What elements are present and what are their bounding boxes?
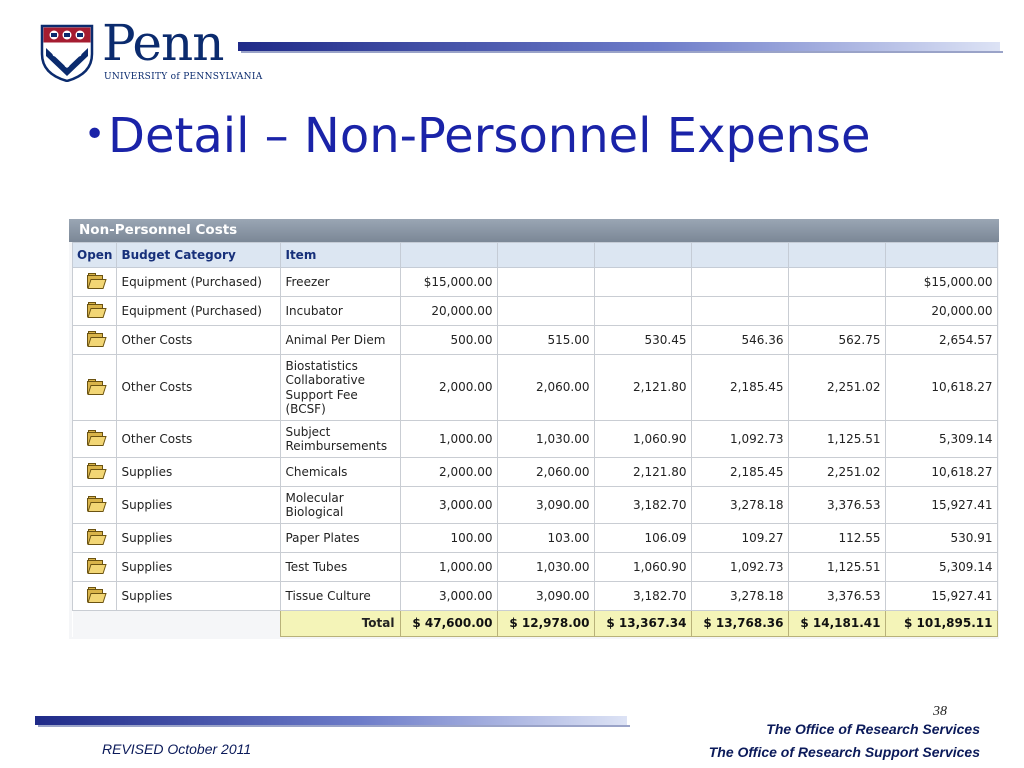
amount-cell: 112.55: [789, 524, 886, 553]
open-cell: [73, 582, 117, 611]
row-total-cell: 5,309.14: [886, 421, 998, 458]
amount-cell: 3,182.70: [595, 487, 692, 524]
amount-cell: 3,376.53: [789, 487, 886, 524]
amount-cell: 2,251.02: [789, 458, 886, 487]
amount-cell: 2,060.00: [498, 458, 595, 487]
amount-cell: 2,251.02: [789, 355, 886, 421]
item-cell: Chemicals: [281, 458, 401, 487]
col-header-period-3: [595, 243, 692, 268]
open-cell: [73, 268, 117, 297]
open-folder-icon[interactable]: [86, 463, 104, 477]
open-cell: [73, 487, 117, 524]
amount-cell: 1,000.00: [401, 553, 498, 582]
table-row: [73, 421, 998, 458]
item-cell: Tissue Culture: [281, 582, 401, 611]
open-cell: [73, 553, 117, 582]
open-folder-icon[interactable]: [86, 529, 104, 543]
open-folder-icon[interactable]: [86, 331, 104, 345]
row-total-cell: 10,618.27: [886, 355, 998, 421]
row-total-cell: 530.91: [886, 524, 998, 553]
slide-title-text: Detail – Non-Personnel Expense: [108, 108, 871, 164]
amount-cell: 3,090.00: [498, 582, 595, 611]
penn-shield-icon: [40, 24, 94, 82]
item-cell: Freezer: [281, 268, 401, 297]
table-row: [73, 582, 998, 611]
amount-cell: 106.09: [595, 524, 692, 553]
amount-cell: 3,278.18: [692, 487, 789, 524]
item-cell: Incubator: [281, 297, 401, 326]
amount-cell: 109.27: [692, 524, 789, 553]
footer-office-line-2: The Office of Research Support Services: [708, 744, 980, 760]
col-header-period-1: [401, 243, 498, 268]
total-label: Total: [281, 611, 401, 637]
table-header-row: [73, 243, 998, 268]
amount-cell: [595, 268, 692, 297]
amount-cell: 1,030.00: [498, 421, 595, 458]
total-amount-cell: $ 14,181.41: [789, 611, 886, 637]
amount-cell: 20,000.00: [401, 297, 498, 326]
budget-category-cell: Equipment (Purchased): [117, 297, 281, 326]
table-row: [73, 297, 998, 326]
col-header-budget-category: Budget Category: [117, 243, 281, 268]
table-row: [73, 268, 998, 297]
budget-category-cell: Other Costs: [117, 421, 281, 458]
slide-title: [84, 108, 870, 164]
row-total-cell: 2,654.57: [886, 326, 998, 355]
amount-cell: 2,000.00: [401, 355, 498, 421]
amount-cell: 530.45: [595, 326, 692, 355]
open-folder-icon[interactable]: [86, 379, 104, 393]
penn-wordmark: Penn: [102, 14, 224, 72]
total-amount-cell: $ 13,367.34: [595, 611, 692, 637]
amount-cell: 3,000.00: [401, 582, 498, 611]
open-folder-icon[interactable]: [86, 430, 104, 444]
open-cell: [73, 355, 117, 421]
item-cell: Animal Per Diem: [281, 326, 401, 355]
grand-total-cell: $ 101,895.11: [886, 611, 998, 637]
item-cell: Molecular Biological: [281, 487, 401, 524]
amount-cell: 1,092.73: [692, 553, 789, 582]
bullet-icon: •: [84, 114, 106, 155]
item-cell: Paper Plates: [281, 524, 401, 553]
total-amount-cell: $ 13,768.36: [692, 611, 789, 637]
amount-cell: 500.00: [401, 326, 498, 355]
row-total-cell: 15,927.41: [886, 582, 998, 611]
penn-subtitle: UNIVERSITY of PENNSYLVANIA: [104, 72, 263, 82]
amount-cell: 1,125.51: [789, 421, 886, 458]
row-total-cell: 15,927.41: [886, 487, 998, 524]
table-row: [73, 487, 998, 524]
footer-office-line-1: The Office of Research Services: [766, 721, 980, 737]
amount-cell: [692, 297, 789, 326]
table-row: [73, 458, 998, 487]
amount-cell: 515.00: [498, 326, 595, 355]
col-header-period-2: [498, 243, 595, 268]
amount-cell: 103.00: [498, 524, 595, 553]
top-bar-shadow: [241, 51, 1003, 53]
amount-cell: 3,278.18: [692, 582, 789, 611]
row-total-cell: 5,309.14: [886, 553, 998, 582]
amount-cell: 1,030.00: [498, 553, 595, 582]
amount-cell: 2,121.80: [595, 458, 692, 487]
col-header-item: Item: [281, 243, 401, 268]
amount-cell: [498, 268, 595, 297]
col-header-total: [886, 243, 998, 268]
budget-category-cell: Supplies: [117, 458, 281, 487]
bottom-gradient-bar: [35, 716, 627, 725]
amount-cell: 100.00: [401, 524, 498, 553]
amount-cell: 1,125.51: [789, 553, 886, 582]
item-cell: Test Tubes: [281, 553, 401, 582]
row-total-cell: $15,000.00: [886, 268, 998, 297]
budget-category-cell: Other Costs: [117, 355, 281, 421]
non-personnel-costs-table: [72, 242, 998, 637]
open-folder-icon[interactable]: [86, 273, 104, 287]
total-row-spacer: [73, 611, 281, 637]
amount-cell: 3,182.70: [595, 582, 692, 611]
amount-cell: 562.75: [789, 326, 886, 355]
item-cell: Subject Reimbursements: [281, 421, 401, 458]
amount-cell: [692, 268, 789, 297]
non-personnel-costs-panel: [69, 219, 999, 639]
budget-category-cell: Supplies: [117, 582, 281, 611]
amount-cell: 3,376.53: [789, 582, 886, 611]
open-cell: [73, 524, 117, 553]
amount-cell: [789, 268, 886, 297]
amount-cell: [595, 297, 692, 326]
table-row: [73, 355, 998, 421]
amount-cell: 546.36: [692, 326, 789, 355]
amount-cell: [789, 297, 886, 326]
total-row: [73, 611, 998, 637]
open-cell: [73, 421, 117, 458]
open-folder-icon[interactable]: [86, 496, 104, 510]
open-folder-icon[interactable]: [86, 558, 104, 572]
open-cell: [73, 458, 117, 487]
amount-cell: 3,090.00: [498, 487, 595, 524]
revised-date: REVISED October 2011: [102, 741, 252, 757]
table-row: [73, 524, 998, 553]
panel-header: Non-Personnel Costs: [69, 219, 999, 242]
amount-cell: 1,092.73: [692, 421, 789, 458]
page-number: 38: [933, 704, 947, 719]
bottom-bar-shadow: [38, 725, 630, 727]
total-amount-cell: $ 47,600.00: [401, 611, 498, 637]
amount-cell: $15,000.00: [401, 268, 498, 297]
table-row: [73, 326, 998, 355]
table-row: [73, 553, 998, 582]
open-cell: [73, 326, 117, 355]
amount-cell: 2,000.00: [401, 458, 498, 487]
budget-category-cell: Supplies: [117, 487, 281, 524]
open-folder-icon[interactable]: [86, 587, 104, 601]
amount-cell: 1,060.90: [595, 421, 692, 458]
amount-cell: 1,060.90: [595, 553, 692, 582]
penn-logo: [40, 14, 263, 88]
amount-cell: 2,121.80: [595, 355, 692, 421]
budget-category-cell: Supplies: [117, 553, 281, 582]
col-header-period-4: [692, 243, 789, 268]
amount-cell: 1,000.00: [401, 421, 498, 458]
item-cell: Biostatistics Collaborative Support Fee (BCSF): [281, 355, 401, 421]
amount-cell: 2,185.45: [692, 355, 789, 421]
amount-cell: 2,185.45: [692, 458, 789, 487]
amount-cell: 2,060.00: [498, 355, 595, 421]
col-header-period-5: [789, 243, 886, 268]
total-amount-cell: $ 12,978.00: [498, 611, 595, 637]
budget-category-cell: Supplies: [117, 524, 281, 553]
col-header-open: Open: [73, 243, 117, 268]
row-total-cell: 20,000.00: [886, 297, 998, 326]
open-cell: [73, 297, 117, 326]
amount-cell: 3,000.00: [401, 487, 498, 524]
top-gradient-bar: [238, 42, 1000, 51]
row-total-cell: 10,618.27: [886, 458, 998, 487]
open-folder-icon[interactable]: [86, 302, 104, 316]
budget-category-cell: Other Costs: [117, 326, 281, 355]
budget-category-cell: Equipment (Purchased): [117, 268, 281, 297]
amount-cell: [498, 297, 595, 326]
